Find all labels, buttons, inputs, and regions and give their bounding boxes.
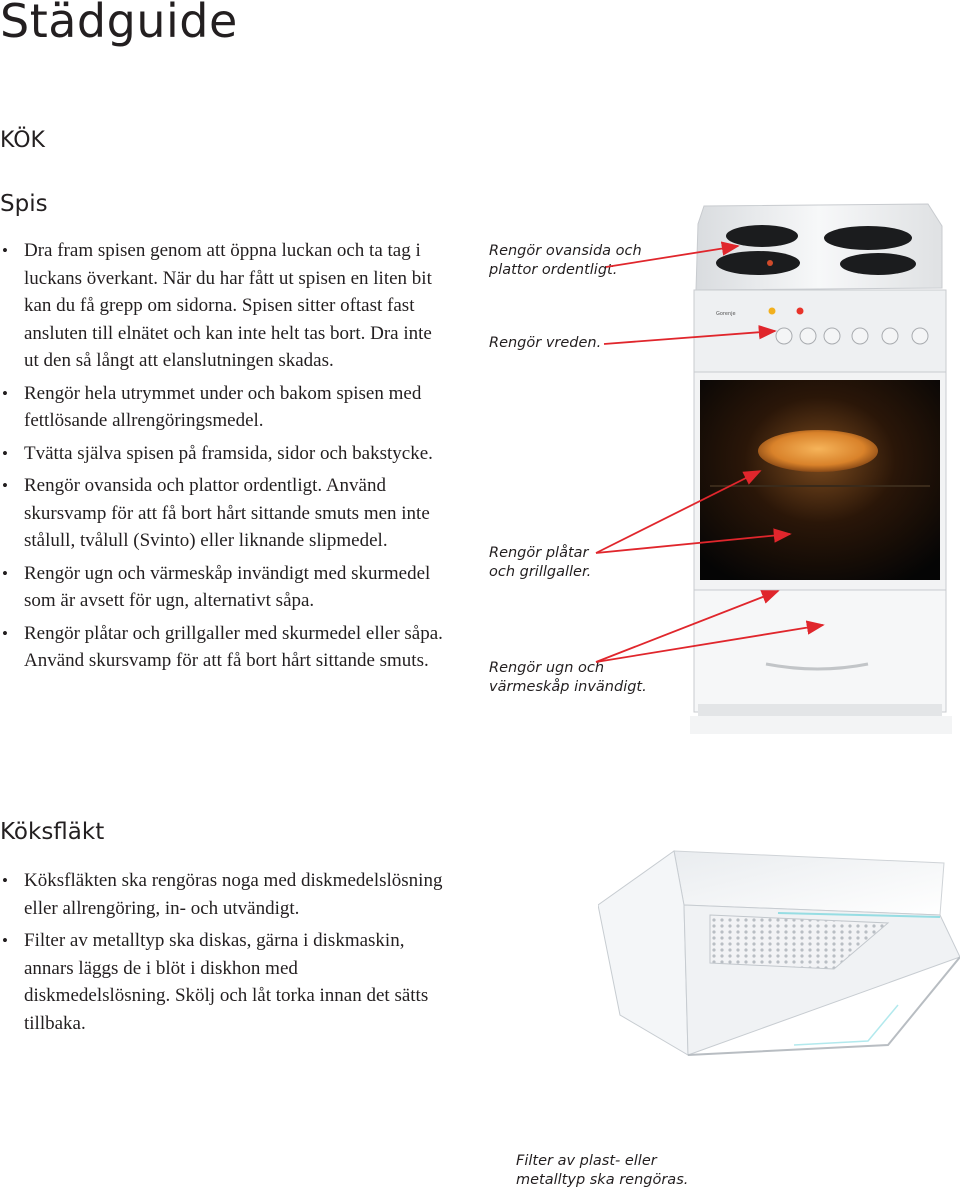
arrow xyxy=(604,331,775,344)
callout-knobs: Rengör vreden. xyxy=(489,335,602,351)
arrow xyxy=(596,625,823,662)
list-item: • Tvätta själva spisen på framsida, sidor och bakstycke. xyxy=(0,440,448,468)
list-item: • Rengör plåtar och grillgaller med skurmedel eller såpa. Använd skursvamp för att få bort hårt sittande smuts. xyxy=(0,620,448,675)
callout-oven: Rengör ugn och värmeskåp invändigt. xyxy=(489,660,647,695)
section-heading-kok: KÖK xyxy=(0,128,45,153)
list-item: • Rengör hela utrymmet under och bakom spisen med fettlösande allrengöringsmedel. xyxy=(0,380,448,435)
page-title: Städguide xyxy=(0,0,238,48)
arrow xyxy=(596,534,790,553)
callout-filter: Filter av plast- eller metalltyp ska rengöras. xyxy=(516,1153,689,1188)
callout-trays: Rengör plåtar och grillgaller. xyxy=(489,545,592,580)
arrow xyxy=(606,246,738,267)
list-item: • Rengör ugn och värmeskåp invändigt med skurmedel som är avsett för ugn, alternativt såpa. xyxy=(0,560,448,615)
arrow xyxy=(596,591,778,662)
list-item: • Rengör ovansida och plattor ordentligt. Använd skursvamp för att få bort hårt sittande smuts men inte stålull, tvålull (Svinto) eller liknande slipmedel. xyxy=(0,472,448,555)
list-item: • Köksfläkten ska rengöras noga med diskmedelslösning eller allrengöring, in- och utvändigt. xyxy=(0,867,448,922)
arrow xyxy=(596,471,760,553)
koksflakt-instructions xyxy=(0,867,448,1042)
stove-brand: Gorenje xyxy=(716,311,736,317)
callout-top: Rengör ovansida och plattor ordentligt. xyxy=(489,243,642,278)
list-item: • Filter av metalltyp ska diskas, gärna i diskmaskin, annars läggs de i blöt i diskhon med diskmedelslösning. Skölj och låt torka innan det sätts tillbaka. xyxy=(0,927,448,1037)
list-item: • Dra fram spisen genom att öppna luckan och ta tag i luckans överkant. När du har fått ut spisen en liten bit kan du få grepp om sidorna. Spisen sitter oftast fast ansluten till elnätet och kan inte helt tas bort. Dra inte ut den så långt att elanslutningen skadas. xyxy=(0,237,448,375)
subheading-spis: Spis xyxy=(0,191,48,217)
subheading-koksflakt: Köksfläkt xyxy=(0,819,105,845)
